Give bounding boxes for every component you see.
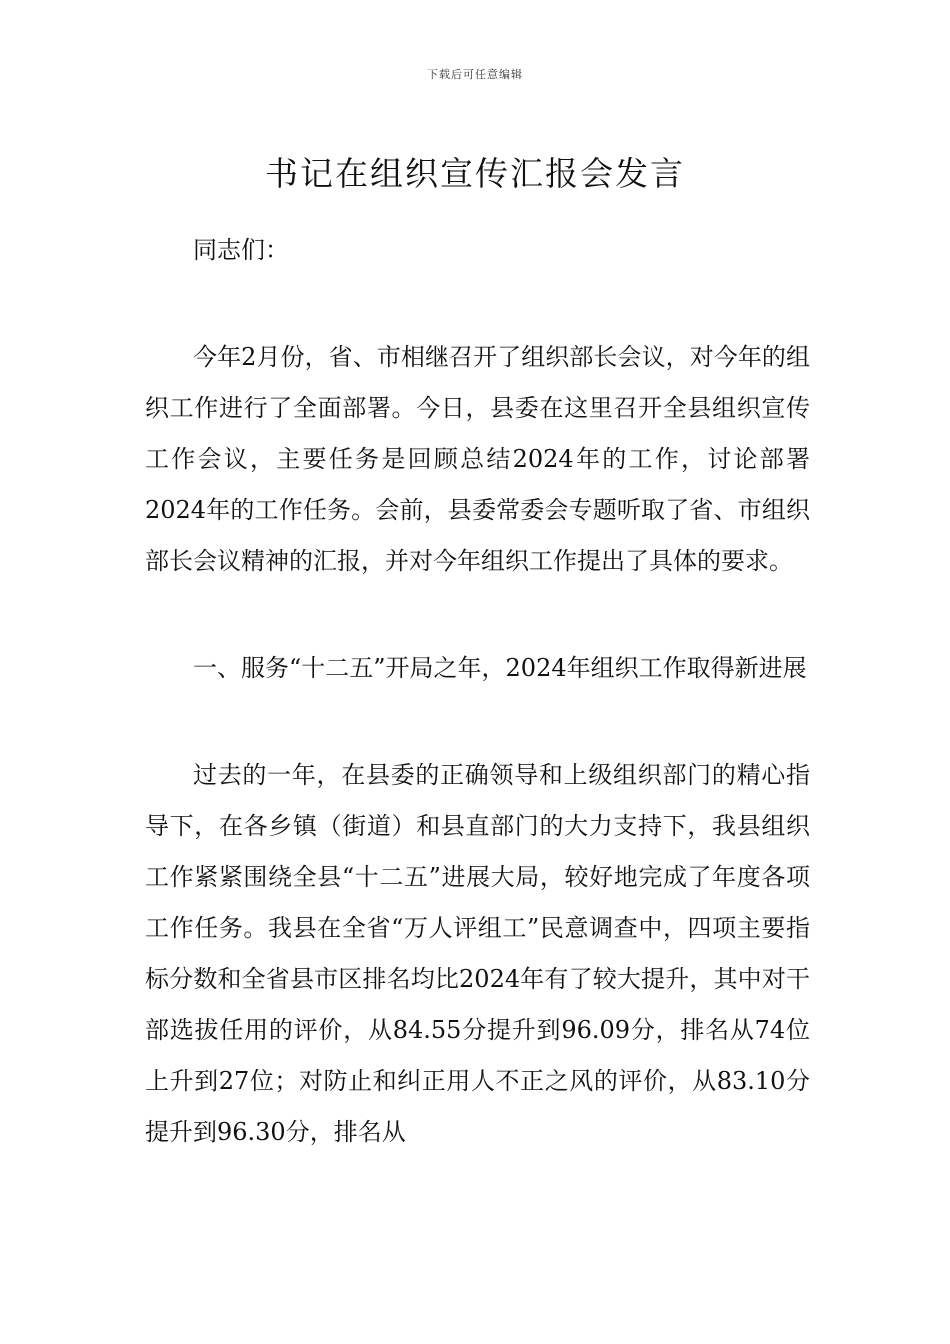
paragraph-intro: 今年2月份，省、市相继召开了组织部长会议，对今年的组织工作进行了全面部署。今日，县委在这里召开全县组织宣传工作会议，主要任务是回顾总结2024年的工作，讨论部署2024年的工作任务。会前，县委常委会专题听取了省、市组织部长会议精神的汇报，并对今年组织工作提出了具体的要求。 bbox=[145, 343, 810, 575]
header-note: 下载后可任意编辑 bbox=[427, 68, 523, 81]
document-title: 书记在组织宣传汇报会发言 bbox=[265, 154, 685, 194]
paragraph-review: 过去的一年，在县委的正确领导和上级组织部门的精心指导下，在各乡镇（街道）和县直部门的大力支持下，我县组织工作紧紧围绕全县“十二五”进展大局，较好地完成了年度各项工作任务。我县在全省“万人评组工”民意调查中，四项主要指标分数和全省县市区排名均比2024年有了较大提升，其中对干部选拔任用的评价，从84.55分提升到96.09分，排名从74位上升到27位；对防止和纠正用人不正之风的评价，从83.10分提升到96.30分，排名从 bbox=[145, 761, 810, 1146]
salutation: 同志们： bbox=[193, 236, 289, 264]
document-body bbox=[145, 225, 810, 1158]
section-heading-1: 一、服务“十二五”开局之年，2024年组织工作取得新进展 bbox=[193, 654, 807, 682]
